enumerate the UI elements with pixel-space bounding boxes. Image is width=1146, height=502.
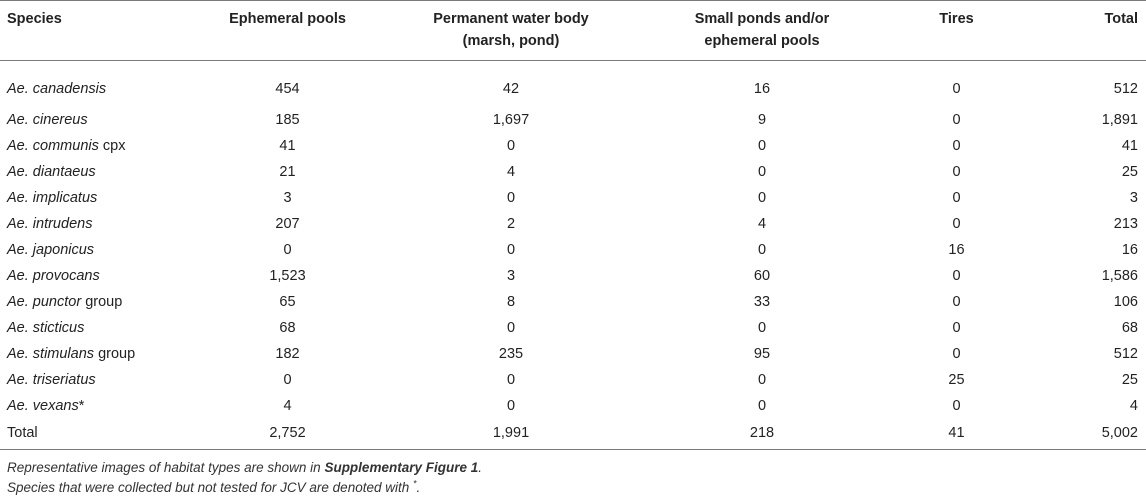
tires-cell: 0 [952,398,961,414]
permanent-water-cell: 0 [506,398,516,414]
species-name: Ae. cinereus [7,112,88,128]
species-cell [0,185,200,211]
small-ponds-cell: 33 [753,294,771,310]
species-name: Ae. japonicus [7,242,95,258]
footnote-2-period: . [416,480,421,495]
species-cell [0,107,200,133]
small-ponds-cell: 0 [757,164,767,180]
total-row [0,419,1146,450]
tires-cell: 0 [952,81,961,97]
small-ponds-cell: 95 [753,346,771,362]
header-species: Species [0,1,200,61]
table-footnotes [7,458,482,498]
permanent-water-cell: 8 [506,294,516,310]
species-suffix: group [81,294,123,310]
species-cell [0,237,200,263]
species-cell [0,289,200,315]
total-cell: 25 [1121,372,1138,388]
species-name: Ae. provocans [7,268,100,284]
table-row [0,159,1146,185]
species-cell [0,263,200,289]
permanent-water-cell: 2 [506,216,516,232]
tires-cell: 0 [952,216,961,232]
ephemeral-pools-cell: 3 [283,190,292,206]
species-cell [0,61,200,108]
species-cell [0,419,200,450]
total-cell: 25 [1121,164,1138,180]
small-ponds-cell: 16 [753,81,771,97]
ephemeral-pools-cell: 0 [283,242,292,258]
table-row [0,341,1146,367]
header-permanent-line2: (marsh, pond) [462,33,560,49]
footnote-1 [7,458,482,478]
species-suffix: cpx [98,138,126,154]
small-ponds-cell: 0 [757,190,767,206]
permanent-water-cell: 4 [506,164,516,180]
species-suffix: group [94,346,136,362]
species-name: Ae. canadensis [7,81,107,97]
table-row [0,211,1146,237]
small-ponds-cell: 9 [757,112,767,128]
ephemeral-pools-cell: 454 [275,81,300,97]
species-suffix: Total [7,425,38,441]
permanent-water-cell: 42 [502,81,520,97]
species-name: Ae. implicatus [7,190,98,206]
table-row [0,367,1146,393]
small-ponds-cell: 0 [757,138,767,154]
permanent-water-cell: 0 [506,372,516,388]
species-cell [0,341,200,367]
header-small-ponds [647,1,877,61]
tires-cell: 25 [948,372,965,388]
species-name: Ae. stimulans [7,346,95,362]
table-row [0,133,1146,159]
ephemeral-pools-cell: 207 [275,216,300,232]
tires-cell: 0 [952,190,961,206]
small-ponds-cell: 218 [647,419,877,450]
total-cell: 106 [1113,294,1138,310]
table-body [0,61,1146,450]
header-permanent-line1: Permanent water body [433,11,589,27]
total-cell: 4 [1129,398,1138,414]
table-row [0,315,1146,341]
species-cell [0,211,200,237]
species-cell [0,133,200,159]
table-row [0,61,1146,108]
ephemeral-pools-cell: 68 [279,320,296,336]
total-cell: 68 [1121,320,1138,336]
footnote-1-text: Representative images of habitat types are shown in [7,460,325,475]
small-ponds-cell: 0 [757,242,767,258]
footnote-1-period: . [478,460,482,475]
ephemeral-pools-cell: 4 [283,398,292,414]
footnote-2-text: Species that were collected but not tested for JCV are denoted with [7,480,413,495]
permanent-water-cell: 0 [506,138,516,154]
table-row [0,185,1146,211]
small-ponds-cell: 4 [757,216,767,232]
ephemeral-pools-cell: 185 [275,112,300,128]
tires-cell: 0 [952,112,961,128]
table-header [0,1,1146,61]
ephemeral-pools-cell: 2,752 [200,419,375,450]
header-permanent-water-body [375,1,647,61]
species-name: Ae. triseriatus [7,372,96,388]
small-ponds-cell: 60 [753,268,771,284]
species-name: Ae. communis [7,138,99,154]
permanent-water-cell: 1,697 [492,112,530,128]
species-name: Ae. intrudens [7,216,93,232]
total-cell: 41 [1121,138,1138,154]
header-small-ponds-line2: ephemeral pools [704,33,820,49]
species-suffix: * [78,398,85,414]
permanent-water-cell: 0 [506,242,516,258]
species-name: Ae. vexans [7,398,79,414]
total-cell: 1,586 [1101,268,1138,284]
permanent-water-cell: 3 [506,268,516,284]
small-ponds-cell: 0 [757,398,767,414]
tires-cell: 0 [952,164,961,180]
header-ephemeral-pools: Ephemeral pools [200,1,375,61]
ephemeral-pools-cell: 0 [283,372,292,388]
species-name: Ae. punctor [7,294,82,310]
species-name: Ae. sticticus [7,320,85,336]
ephemeral-pools-cell: 21 [279,164,296,180]
total-cell: 512 [1113,346,1138,362]
total-cell: 3 [1129,190,1138,206]
tires-cell: 0 [952,138,961,154]
header-total: Total [1036,1,1146,61]
tires-cell: 16 [948,242,965,258]
tires-cell: 0 [952,294,961,310]
permanent-water-cell: 1,991 [375,419,647,450]
species-name: Ae. diantaeus [7,164,96,180]
tires-cell: 41 [877,419,1036,450]
species-cell [0,159,200,185]
small-ponds-cell: 0 [757,320,767,336]
total-cell: 16 [1121,242,1138,258]
ephemeral-pools-cell: 182 [275,346,300,362]
ephemeral-pools-cell: 1,523 [269,268,306,284]
permanent-water-cell: 235 [498,346,524,362]
supplementary-figure-reference: Supplementary Figure 1 [324,460,479,475]
total-cell: 512 [1113,81,1138,97]
header-small-ponds-line1: Small ponds and/or [694,11,830,27]
ephemeral-pools-cell: 41 [279,138,296,154]
tires-cell: 0 [952,346,961,362]
permanent-water-cell: 0 [506,320,516,336]
species-cell [0,393,200,419]
tires-cell: 0 [952,320,961,336]
species-cell [0,367,200,393]
small-ponds-cell: 0 [757,372,767,388]
table-row [0,107,1146,133]
table-row [0,237,1146,263]
table-row [0,289,1146,315]
permanent-water-cell: 0 [506,190,516,206]
table-row [0,393,1146,419]
table-row [0,263,1146,289]
species-cell [0,315,200,341]
footnote-2 [7,478,482,498]
asterisk-marker: * [412,478,417,489]
ephemeral-pools-cell: 65 [279,294,296,310]
total-cell: 5,002 [1036,419,1146,450]
total-cell: 213 [1113,216,1138,232]
total-cell: 1,891 [1101,112,1138,128]
tires-cell: 0 [952,268,961,284]
header-tires: Tires [877,1,1036,61]
